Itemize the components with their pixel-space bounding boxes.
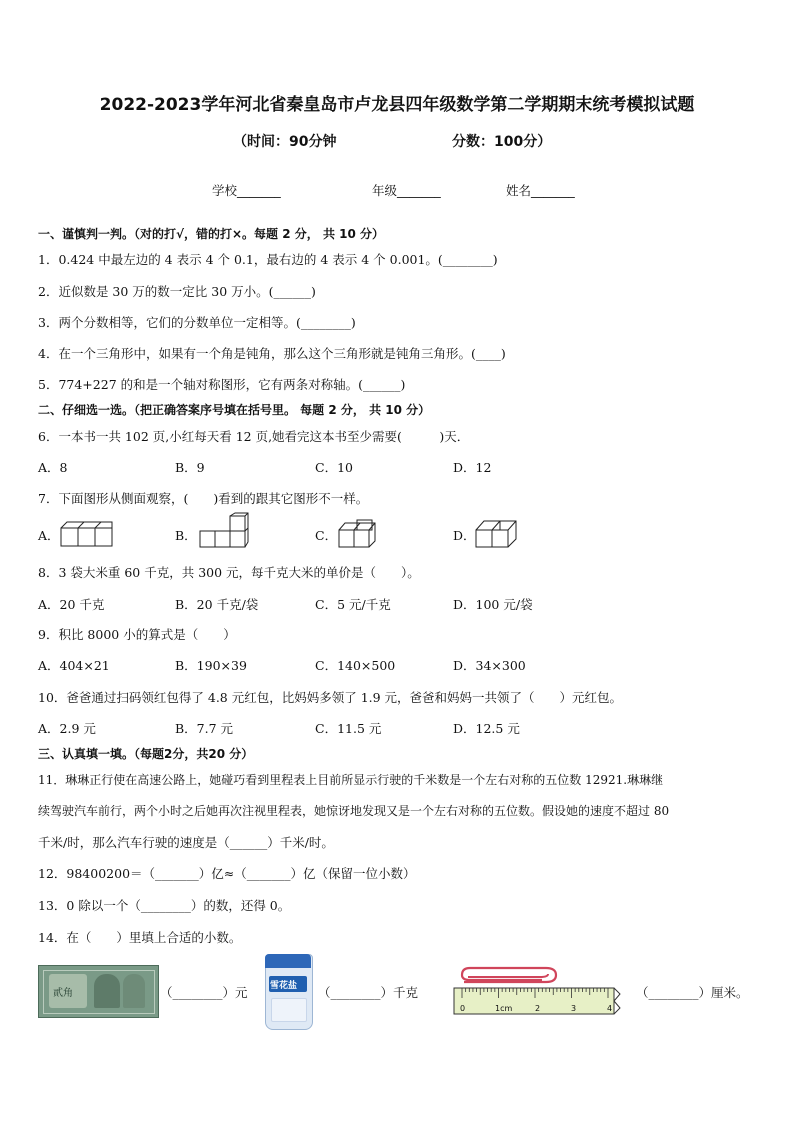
section-1-heading: 一、谨慎判一判。（对的打√，错的打×。每题 2 分， 共 10 分）	[38, 227, 384, 241]
q9-option-d: D．34×300	[453, 658, 526, 673]
q7-cube-figure-d	[474, 517, 520, 550]
question-13: 13．0 除以一个（________）的数，还得 0。	[38, 898, 291, 913]
question-2: 2．近似数是 30 万的数一定比 30 万小。(______)	[38, 284, 316, 299]
q6-option-d: D．12	[453, 460, 492, 475]
q8-option-c: C．5 元/千克	[315, 597, 391, 612]
q7-cube-figure-c	[337, 518, 379, 550]
question-11-line-2: 续驾驶汽车前行，两个小时之后她再次注视里程表，她惊讶地发现又是一个左右对称的五位数。假设她的速度不超过 80	[38, 804, 670, 818]
score-label: 分数：100分）	[452, 134, 552, 150]
ruler-label-0: 0	[460, 1004, 466, 1013]
q14-blank-yuan: （________）元	[160, 985, 248, 1000]
banknote-image	[38, 965, 159, 1018]
q9-option-c: C．140×500	[315, 658, 396, 673]
section-2-heading: 二、仔细选一选。（把正确答案序号填在括号里。 每题 2 分， 共 10 分）	[38, 403, 431, 417]
paperclip-ruler-image	[452, 964, 628, 1018]
banknote-text: 貳角	[53, 988, 73, 999]
ruler-label-2: 2	[535, 1004, 541, 1013]
ruler-label-4: 4	[607, 1004, 613, 1013]
q10-option-d: D．12.5 元	[453, 721, 520, 736]
q9-option-b: B．190×39	[175, 658, 247, 673]
question-7: 7．下面图形从侧面观察，( )看到的跟其它图形不一样。	[38, 491, 369, 506]
q7-cube-figure-a	[59, 518, 115, 550]
question-11-line-3: 千米/时，那么汽车行驶的速度是（______）千米/时。	[38, 835, 334, 850]
salt-bag-image	[263, 952, 313, 1030]
q10-option-b: B．7.7 元	[175, 721, 234, 736]
time-label: （时间：90分钟	[233, 134, 337, 150]
question-3: 3．两个分数相等，它们的分数单位一定相等。(________)	[38, 315, 356, 330]
question-4: 4．在一个三角形中，如果有一个角是钝角，那么这个三角形就是钝角三角形。(____)	[38, 346, 506, 361]
q9-option-a: A．404×21	[38, 658, 110, 673]
q10-option-a: A．2.9 元	[38, 721, 96, 736]
question-5: 5．774+227 的和是一个轴对称图形，它有两条对称轴。(______)	[38, 377, 406, 392]
q14-blank-cm: （________）厘米。	[636, 985, 749, 1000]
question-8: 8．3 袋大米重 60 千克，共 300 元，每千克大米的单价是（ ）。	[38, 565, 420, 580]
section-3-heading: 三、认真填一填。（每题2分，共20 分）	[38, 747, 254, 761]
question-10: 10．爸爸通过扫码领红包得了 4.8 元红包，比妈妈多领了 1.9 元，爸爸和妈妈一共领了（ ）元红包。	[38, 690, 623, 705]
q10-option-c: C．11.5 元	[315, 721, 382, 736]
page-title: 2022-2023学年河北省秦皇岛市卢龙县四年级数学第二学期期末统考模拟试题	[99, 95, 695, 115]
question-9: 9．积比 8000 小的算式是（ ）	[38, 627, 236, 642]
salt-bag-text: 雪花盐	[270, 981, 298, 991]
question-6: 6．一本书一共 102 页,小红每天看 12 页,她看完这本书至少需要( )天．	[38, 429, 470, 444]
q6-option-c: C．10	[315, 460, 353, 475]
paperclip-icon	[462, 968, 556, 982]
q7-option-a: A．	[38, 528, 60, 543]
ruler-label-1: 1cm	[495, 1004, 513, 1013]
question-12: 12．98400200＝（_______）亿≈（_______）亿（保留一位小数）	[38, 866, 416, 881]
ruler-label-3: 3	[571, 1004, 577, 1013]
q7-option-c: C．	[315, 528, 338, 543]
q8-option-b: B．20 千克/袋	[175, 597, 259, 612]
q7-cube-figure-b	[198, 512, 250, 550]
q6-option-a: A．8	[38, 460, 68, 475]
q7-option-d: D．	[453, 528, 476, 543]
q6-option-b: B．9	[175, 460, 205, 475]
q8-option-d: D．100 元/袋	[453, 597, 533, 612]
school-field: 学校_______	[212, 183, 281, 198]
question-1: 1．0.424 中最左边的 4 表示 4 个 0.1，最右边的 4 表示 4 个 0.001。(________)	[38, 252, 498, 267]
grade-field: 年级_______	[372, 183, 441, 198]
q7-option-b: B．	[175, 528, 197, 543]
q14-blank-kg: （________）千克	[318, 985, 419, 1000]
name-field: 姓名_______	[506, 183, 575, 198]
question-14: 14．在（ ）里填上合适的小数。	[38, 930, 242, 945]
question-11-line-1: 11．琳琳正行使在高速公路上，她碰巧看到里程表上目前所显示行驶的千米数是一个左右对称的五位数 12921.琳琳继	[38, 773, 664, 787]
q8-option-a: A．20 千克	[38, 597, 105, 612]
